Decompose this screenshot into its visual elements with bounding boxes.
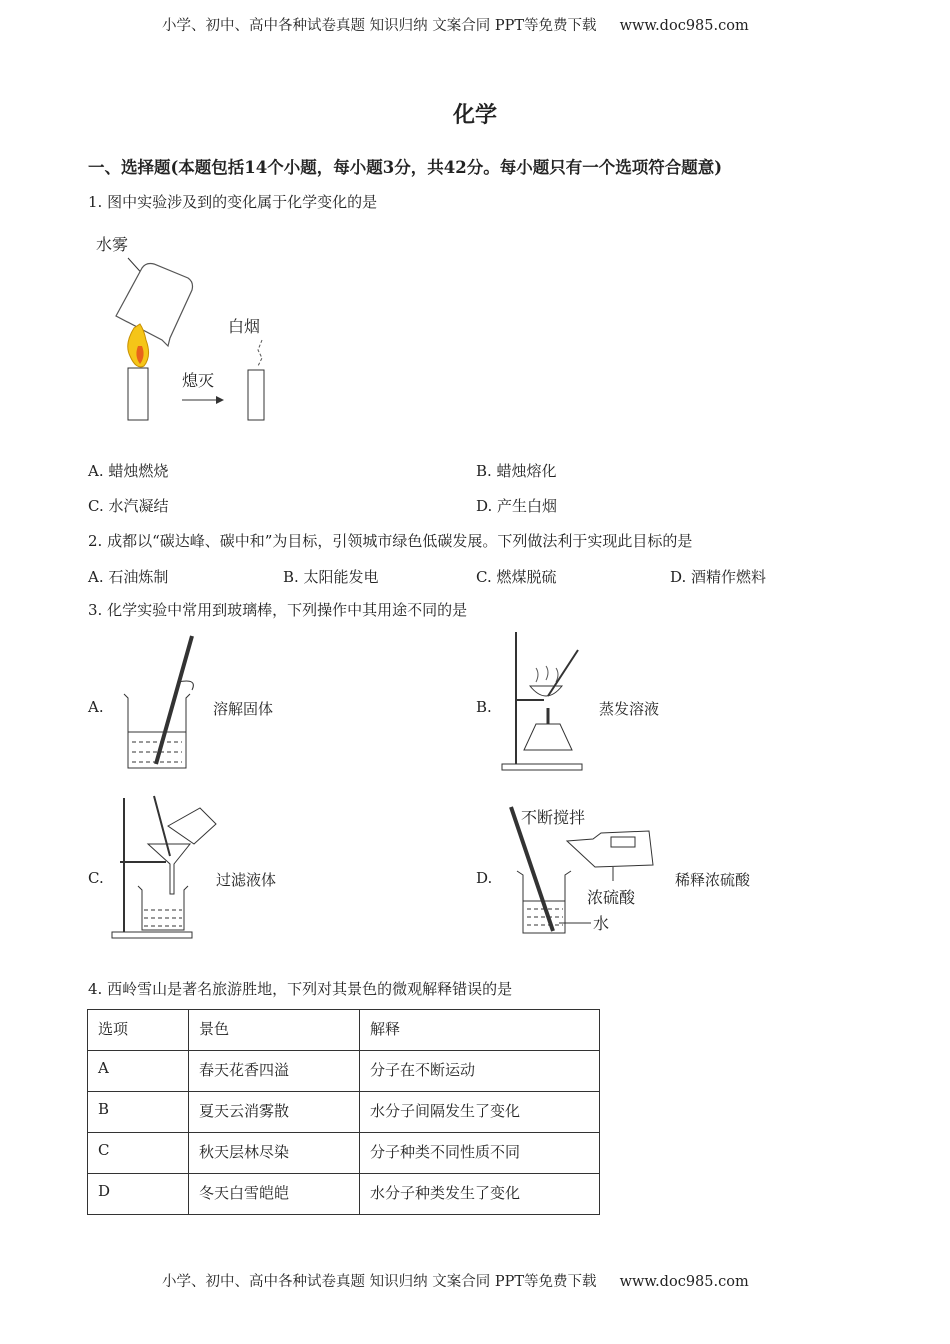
section-heading: 一、选择题(本题包括14个小题，每小题3分，共42分。每小题只有一个选项符合题意) — [88, 158, 723, 177]
q3-option-c-letter: C. — [88, 869, 104, 887]
label-extinguish: 熄灭 — [182, 371, 215, 390]
header-explanation: 解释 — [360, 1010, 600, 1051]
cell: 春天花香四溢 — [189, 1051, 360, 1092]
q3-option-a-text: 溶解固体 — [213, 700, 274, 718]
q4-table — [87, 1009, 600, 1215]
q3-stem: 3. 化学实验中常用到玻璃棒，下列操作中其用途不同的是 — [88, 601, 468, 619]
page-footer — [162, 1270, 749, 1291]
header-option: 选项 — [88, 1010, 189, 1051]
q3-option-c-text: 过滤液体 — [216, 871, 277, 889]
cell: B — [88, 1092, 189, 1133]
cell: 水分子种类发生了变化 — [360, 1174, 600, 1215]
cell: 水分子间隔发生了变化 — [360, 1092, 600, 1133]
cell: 秋天层林尽染 — [189, 1133, 360, 1174]
evaporate-figure — [500, 630, 595, 772]
q1-candle-figure — [88, 228, 288, 428]
q2-option-c: C. 燃煤脱硫 — [476, 568, 557, 586]
cell: 冬天白雪皑皑 — [189, 1174, 360, 1215]
q2-option-b: B. 太阳能发电 — [283, 568, 379, 586]
table-header-row — [88, 1010, 600, 1051]
q1-option-b: B. 蜡烛熔化 — [476, 462, 557, 480]
q2-stem: 2. 成都以“碳达峰、碳中和”为目标，引领城市绿色低碳发展。下列做法利于实现此目标的是 — [88, 532, 693, 550]
table-row — [88, 1092, 600, 1133]
cell: D — [88, 1174, 189, 1215]
label-water: 水 — [593, 914, 610, 933]
table-row — [88, 1133, 600, 1174]
cell: 分子在不断运动 — [360, 1051, 600, 1092]
page-header — [162, 14, 749, 35]
dissolve-beaker-figure — [118, 632, 213, 772]
page-title: 化学 — [452, 102, 497, 128]
header-scene: 景色 — [189, 1010, 360, 1051]
label-mist: 水雾 — [96, 235, 129, 254]
dilute-acid-figure — [505, 803, 665, 938]
cell: 分子种类不同性质不同 — [360, 1133, 600, 1174]
cell: C — [88, 1133, 189, 1174]
header-site: www.doc985.com — [619, 18, 749, 34]
q3-option-d-letter: D. — [476, 869, 493, 887]
label-acid: 浓硫酸 — [587, 888, 636, 907]
cell: 夏天云消雾散 — [189, 1092, 360, 1133]
header-text: 小学、初中、高中各种试卷真题 知识归纳 文案合同 PPT等免费下载 — [162, 18, 597, 34]
q4-stem: 4. 西岭雪山是著名旅游胜地，下列对其景色的微观解释错误的是 — [88, 980, 513, 998]
q2-option-d: D. 酒精作燃料 — [670, 568, 767, 586]
q1-option-d: D. 产生白烟 — [476, 497, 558, 515]
cell: A — [88, 1051, 189, 1092]
label-smoke: 白烟 — [228, 317, 261, 336]
q1-stem: 1. 图中实验涉及到的变化属于化学变化的是 — [88, 193, 378, 211]
footer-text: 小学、初中、高中各种试卷真题 知识归纳 文案合同 PPT等免费下载 — [162, 1274, 597, 1290]
q3-option-b-text: 蒸发溶液 — [599, 700, 660, 718]
filter-figure — [108, 794, 223, 944]
q3-option-b-letter: B. — [476, 698, 492, 716]
label-stir: 不断搅拌 — [521, 808, 586, 827]
q1-option-c: C. 水汽凝结 — [88, 497, 169, 515]
footer-site: www.doc985.com — [619, 1274, 749, 1290]
q3-option-a-letter: A. — [88, 698, 104, 716]
table-row — [88, 1174, 600, 1215]
table-row — [88, 1051, 600, 1092]
q2-option-a: A. 石油炼制 — [88, 568, 169, 586]
q3-option-d-text: 稀释浓硫酸 — [675, 871, 751, 889]
q1-option-a: A. 蜡烛燃烧 — [88, 462, 169, 480]
